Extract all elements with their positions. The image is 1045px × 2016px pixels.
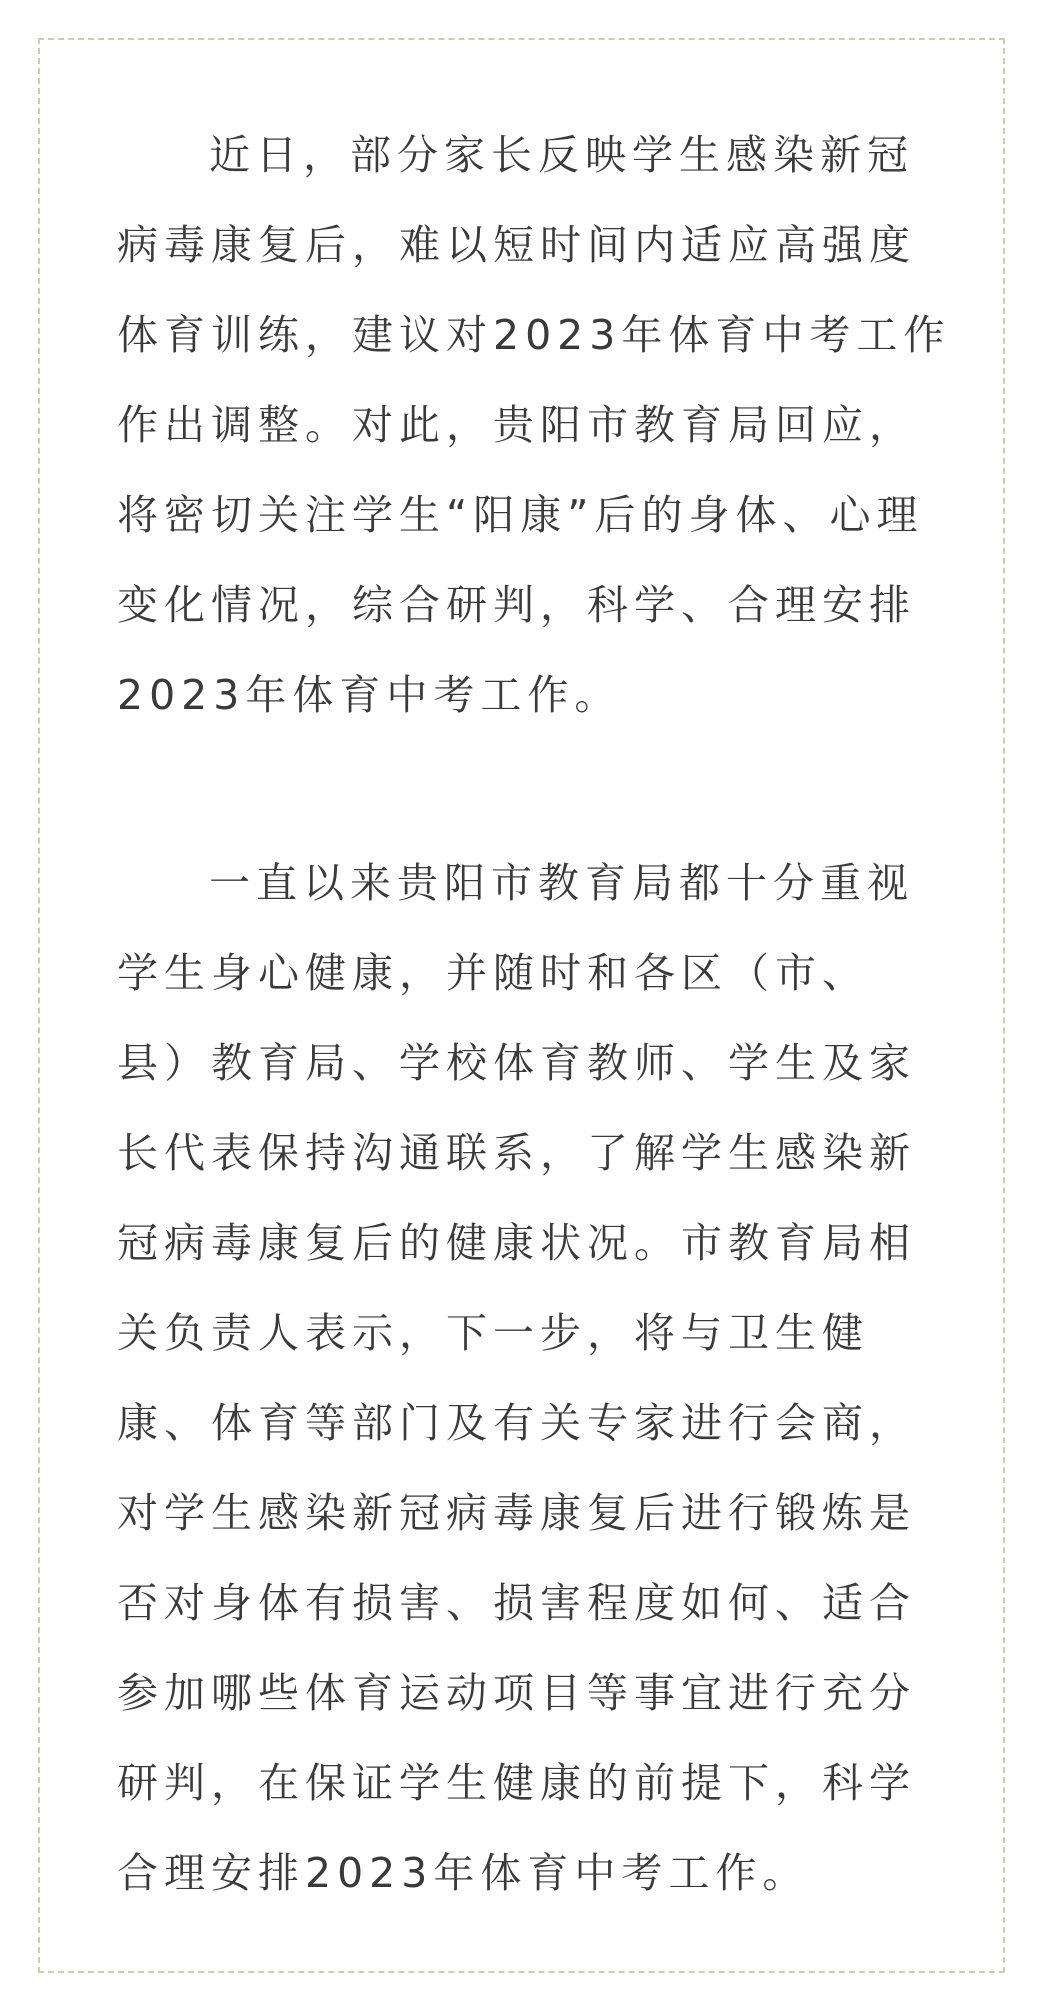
paragraph-line: 病毒康复后，难以短时间内适应高强度 — [117, 221, 916, 269]
paragraph-line: 康、体育等部门及有关专家进行会商， — [117, 1399, 916, 1447]
paragraph-line: 一直以来贵阳市教育局都十分重视 — [209, 859, 914, 907]
paragraph-spacer — [117, 740, 927, 838]
paragraph-line: 长代表保持沟通联系，了解学生感染新 — [117, 1129, 916, 1177]
paragraph-line: 作出调整。对此，贵阳市教育局回应， — [117, 401, 916, 449]
paragraph-line: 否对身体有损害、损害程度如何、适合 — [117, 1579, 916, 1627]
paragraph-line: 学生身心健康，并随时和各区（市、 — [117, 949, 869, 997]
paragraph-2 — [117, 838, 927, 1918]
article-body — [117, 110, 951, 1918]
paragraph-line: 合理安排2023年体育中考工作。 — [117, 1849, 810, 1897]
paragraph-line: 参加哪些体育运动项目等事宜进行充分 — [117, 1669, 916, 1717]
paragraph-line: 研判，在保证学生健康的前提下，科学 — [117, 1759, 916, 1807]
paragraph-1 — [117, 110, 951, 740]
paragraph-line: 县）教育局、学校体育教师、学生及家 — [117, 1039, 916, 1087]
paragraph-line: 体育训练，建议对2023年体育中考工作 — [117, 311, 951, 359]
paragraph-line: 变化情况，综合研判，科学、合理安排 — [117, 581, 916, 629]
paragraph-line: 2023年体育中考工作。 — [117, 671, 622, 719]
paragraph-line: 近日，部分家长反映学生感染新冠 — [209, 131, 914, 179]
paragraph-line: 冠病毒康复后的健康状况。市教育局相 — [117, 1219, 916, 1267]
paragraph-line: 对学生感染新冠病毒康复后进行锻炼是 — [117, 1489, 916, 1537]
paragraph-line: 关负责人表示，下一步，将与卫生健 — [117, 1309, 869, 1357]
paragraph-line: 将密切关注学生“阳康”后的身体、心理 — [117, 491, 924, 539]
